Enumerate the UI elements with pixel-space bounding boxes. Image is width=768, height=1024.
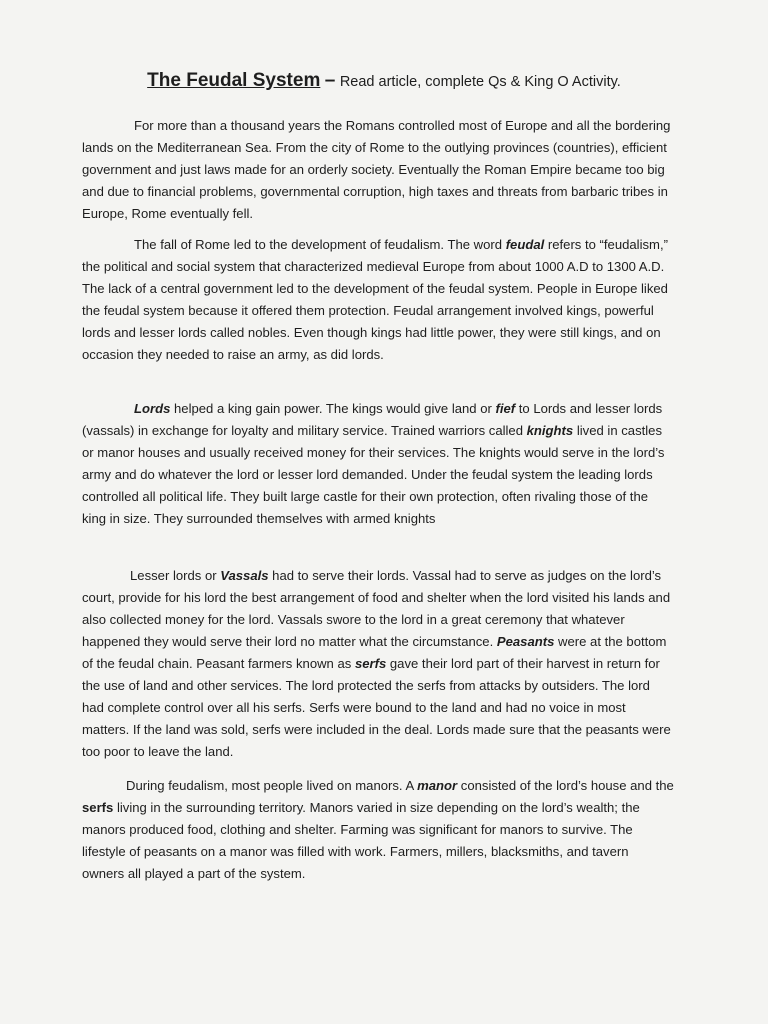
paragraph-3 xyxy=(82,398,672,530)
keyword-peasants: Peasants xyxy=(496,634,555,649)
paragraph-2 xyxy=(82,234,672,366)
paragraph-1-text: For more than a thousand years the Romans controlled most of Europe and all the bordering lands on the Mediterranean Sea. From the city of Rome to the outlying provinces (countries), efficient government and just laws made for an orderly society. Eventually the Roman Empire became too big and due to financial problems, governmental corruption, high taxes and threats from barbaric tribes in Europe, Rome eventually fell. xyxy=(82,118,671,221)
keyword-vassals: Vassals xyxy=(220,568,269,583)
paragraph-1 xyxy=(82,115,672,225)
keyword-knights: knights xyxy=(526,423,574,438)
document-title xyxy=(0,70,768,92)
paragraph-4 xyxy=(82,565,672,763)
paragraph-4-text-a: Lesser lords or xyxy=(130,568,221,583)
keyword-fief: fief xyxy=(495,401,516,416)
title-dash: – xyxy=(324,70,336,91)
keyword-serfs: serfs xyxy=(354,656,387,671)
paragraph-4-text-c: were at the bottom of the feudal chain. Peasant farmers known as xyxy=(82,634,667,671)
paragraph-5-text-a: During feudalism, most people lived on manors. A xyxy=(126,778,418,793)
paragraph-5-text-c: living in the surrounding territory. Manors varied in size depending on the lord’s wealth; the manors produced food, clothing and shelter. Farming was significant for manors to survive. The lifestyle of peasants on a manor was filled with work. Farmers, millers, blacksmiths, and tavern owners all played a part of the system. xyxy=(82,800,640,881)
keyword-feudal: feudal xyxy=(505,237,545,252)
paragraph-4-text-d: gave their lord part of their harvest in return for the use of land and other services. The lord protected the serfs from attacks by outsiders. The lord had complete control over all his serfs. Serfs were bound to the land and had no voice in most matters. If the land was sold, serfs were included in the deal. Lords made sure that the peasants were too poor to leave the land. xyxy=(82,656,671,759)
keyword-lords: Lords xyxy=(134,401,171,416)
paragraph-2-text-a: The fall of Rome led to the development of feudalism. The word xyxy=(134,237,506,252)
keyword-serfs-2: serfs xyxy=(82,800,114,815)
title-instructions: Read article, complete Qs & King O Activity. xyxy=(339,74,621,90)
paragraph-3-text-b: to Lords and lesser lords (vassals) in exchange for loyalty and military service. Trained warriors called xyxy=(82,401,663,438)
paragraph-4-text-b: had to serve their lords. Vassal had to serve as judges on the lord’s court, provide for his lord the best arrangement of food and shelter when the lord visited his lands and also collected money for the lord. Vassals swore to the lord in a great ceremony that whatever happened they would serve their lord no matter what the circumstance. xyxy=(82,568,671,649)
paragraph-3-text-a: helped a king gain power. The kings would give land or xyxy=(170,401,496,416)
keyword-manor: manor xyxy=(417,778,458,793)
title-main: The Feudal System xyxy=(147,70,321,91)
paragraph-5-text-b: consisted of the lord’s house and the xyxy=(457,778,674,793)
paragraph-5 xyxy=(82,775,674,885)
paragraph-2-text-b: refers to “feudalism,” the political and social system that characterized medieval Europe from about 1000 A.D to 1300 A.D. The lack of a central government led to the development of the feudal system. People in Europe liked the feudal system because it offered them protection. Feudal arrangement involved kings, powerful lords and lesser lords called nobles. Even though kings had little power, they were still kings, and on occasion they needed to raise an army, as did lords. xyxy=(82,237,668,362)
paragraph-3-text-c: lived in castles or manor houses and usually received money for their services. The knights would serve in the lord’s army and do whatever the lord or lesser lord demanded. Under the feudal system the leading lords controlled all political life. They built large castle for their own protection, often rivaling those of the king in size. They surrounded themselves with armed knights xyxy=(82,423,665,526)
